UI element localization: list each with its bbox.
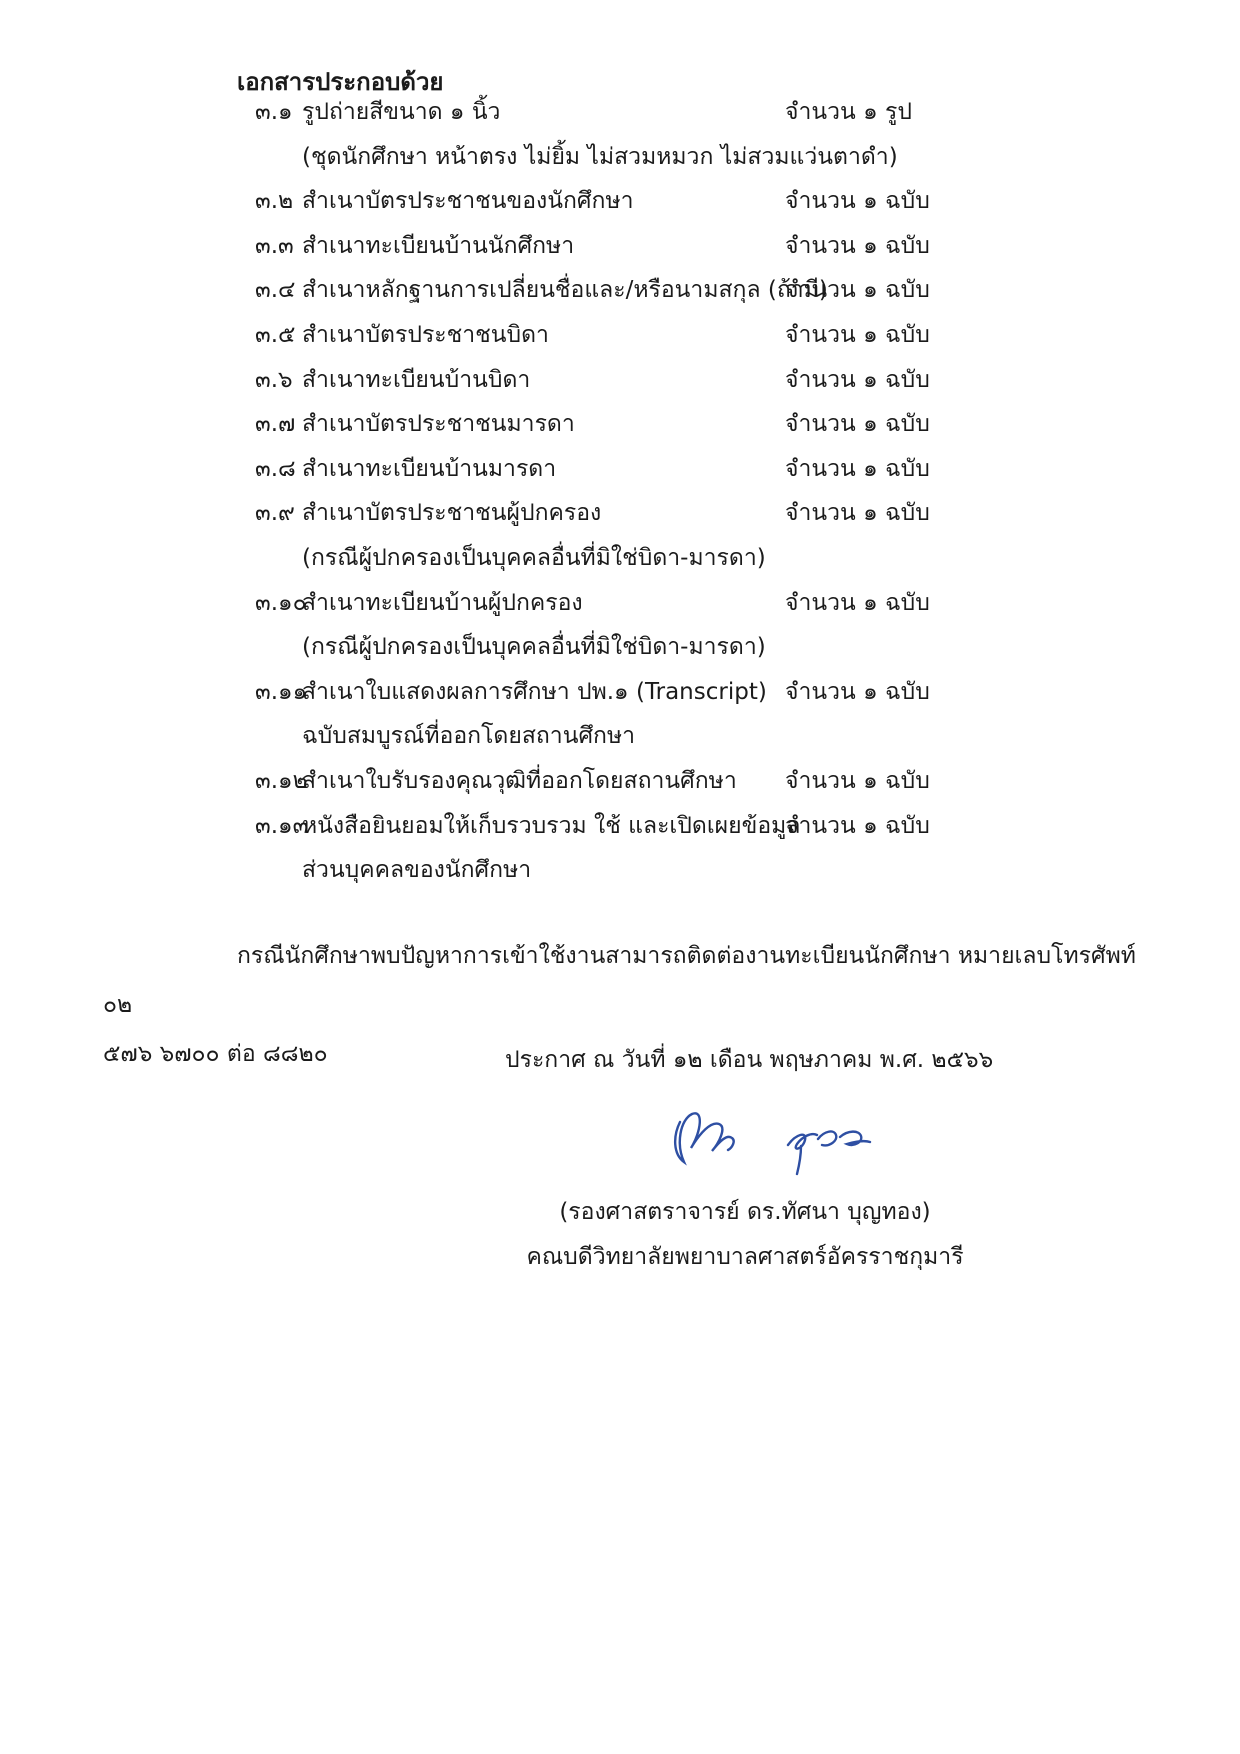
item-number: ๓.๙ [255, 500, 295, 527]
item-text: สำเนาทะเบียนบ้านนักศึกษา [302, 232, 575, 259]
item-amount: จำนวน ๑ ฉบับ [785, 455, 930, 482]
document-list [255, 90, 1125, 893]
item-amount: จำนวน ๑ ฉบับ [785, 188, 930, 215]
list-item [255, 581, 1125, 626]
item-amount: จำนวน ๑ ฉบับ [785, 366, 930, 393]
item-amount: จำนวน ๑ ฉบับ [785, 678, 930, 705]
item-amount: จำนวน ๑ ฉบับ [785, 277, 930, 304]
item-number: ๓.๒ [255, 188, 294, 215]
item-number: ๓.๑ [255, 99, 293, 125]
list-item [255, 224, 1125, 269]
signer-block [455, 1190, 1035, 1280]
list-item [255, 447, 1125, 492]
item-text: รูปถ่ายสีขนาด ๑ นิ้ว [302, 99, 501, 125]
signature-image [668, 1104, 878, 1178]
item-text: สำเนาบัตรประชาชนบิดา [302, 321, 549, 348]
item-subtext: (กรณีผู้ปกครองเป็นบุคคลอื่นที่มิใช่บิดา-มารดา) [302, 634, 766, 661]
item-text: สำเนาทะเบียนบ้านผู้ปกครอง [302, 589, 583, 616]
item-text: หนังสือยินยอมให้เก็บรวบรวม ใช้ และเปิดเผยข้อมูล [302, 812, 801, 839]
item-amount: จำนวน ๑ ฉบับ [785, 232, 930, 259]
item-subtext: (ชุดนักศึกษา หน้าตรง ไม่ยิ้ม ไม่สวมหมวก ไม่สวมแว่นตาดำ) [302, 143, 898, 170]
item-amount: จำนวน ๑ ฉบับ [785, 767, 930, 794]
item-number: ๓.๑๓ [255, 812, 309, 839]
item-amount: จำนวน ๑ ฉบับ [785, 411, 930, 438]
item-number: ๓.๖ [255, 366, 293, 393]
item-number: ๓.๑๐ [255, 589, 307, 616]
list-item [255, 804, 1125, 849]
list-item [255, 670, 1125, 715]
list-item-subline [255, 536, 1125, 581]
item-text: สำเนาทะเบียนบ้านมารดา [302, 455, 557, 482]
list-item [255, 759, 1125, 804]
item-amount: จำนวน ๑ ฉบับ [785, 589, 930, 616]
list-item-subline [255, 714, 1125, 759]
contact-note-line2: ๕๗๖ ๖๗๐๐ ต่อ ๘๘๒๐ [103, 1041, 328, 1067]
list-item-subline [255, 135, 1125, 180]
item-amount: จำนวน ๑ ฉบับ [785, 500, 930, 527]
item-text: สำเนาบัตรประชาชนของนักศึกษา [302, 188, 634, 215]
list-item [255, 268, 1125, 313]
list-item [255, 491, 1125, 536]
list-item [255, 358, 1125, 403]
list-item-subline [255, 848, 1125, 893]
item-text: สำเนาบัตรประชาชนผู้ปกครอง [302, 500, 602, 527]
item-text: สำเนาใบรับรองคุณวุฒิที่ออกโดยสถานศึกษา [302, 767, 737, 794]
contact-note-line1: กรณีนักศึกษาพบปัญหาการเข้าใช้งานสามารถติดต่องานทะเบียนนักศึกษา หมายเลบโทรศัพท์ ๐๒ [103, 943, 1136, 1018]
item-text: สำเนาหลักฐานการเปลี่ยนชื่อและ/หรือนามสกุล (ถ้ามี) [302, 277, 828, 304]
item-number: ๓.๗ [255, 411, 296, 438]
item-amount: จำนวน ๑ ฉบับ [785, 321, 930, 348]
item-subtext: ฉบับสมบูรณ์ที่ออกโดยสถานศึกษา [302, 723, 636, 750]
signer-title: คณบดีวิทยาลัยพยาบาลศาสตร์อัครราชกุมารี [526, 1244, 964, 1270]
section-heading: เอกสารประกอบด้วย [237, 68, 444, 96]
item-number: ๓.๑๑ [255, 678, 308, 705]
list-item [255, 90, 1125, 135]
item-number: ๓.๔ [255, 277, 296, 304]
item-text: สำเนาทะเบียนบ้านบิดา [302, 366, 531, 393]
list-item [255, 313, 1125, 358]
signer-name: (รองศาสตราจารย์ ดร.ทัศนา บุญทอง) [559, 1199, 931, 1225]
item-amount: จำนวน ๑ ฉบับ [785, 812, 930, 839]
list-item [255, 179, 1125, 224]
announcement-date-line: ประกาศ ณ วันที่ ๑๒ เดือน พฤษภาคม พ.ศ. ๒๕๖๖ [505, 1047, 994, 1073]
item-subtext: ส่วนบุคคลของนักศึกษา [302, 857, 532, 884]
item-number: ๓.๓ [255, 232, 294, 259]
list-item [255, 402, 1125, 447]
item-number: ๓.๕ [255, 321, 296, 348]
item-amount: จำนวน ๑ รูป [785, 99, 912, 125]
item-text: สำเนาใบแสดงผลการศึกษา ปพ.๑ (Transcript) [302, 678, 767, 705]
item-text: สำเนาบัตรประชาชนมารดา [302, 411, 575, 438]
list-item-subline [255, 625, 1125, 670]
item-subtext: (กรณีผู้ปกครองเป็นบุคคลอื่นที่มิใช่บิดา-มารดา) [302, 544, 766, 571]
item-number: ๓.๑๒ [255, 767, 308, 794]
item-number: ๓.๘ [255, 455, 296, 482]
